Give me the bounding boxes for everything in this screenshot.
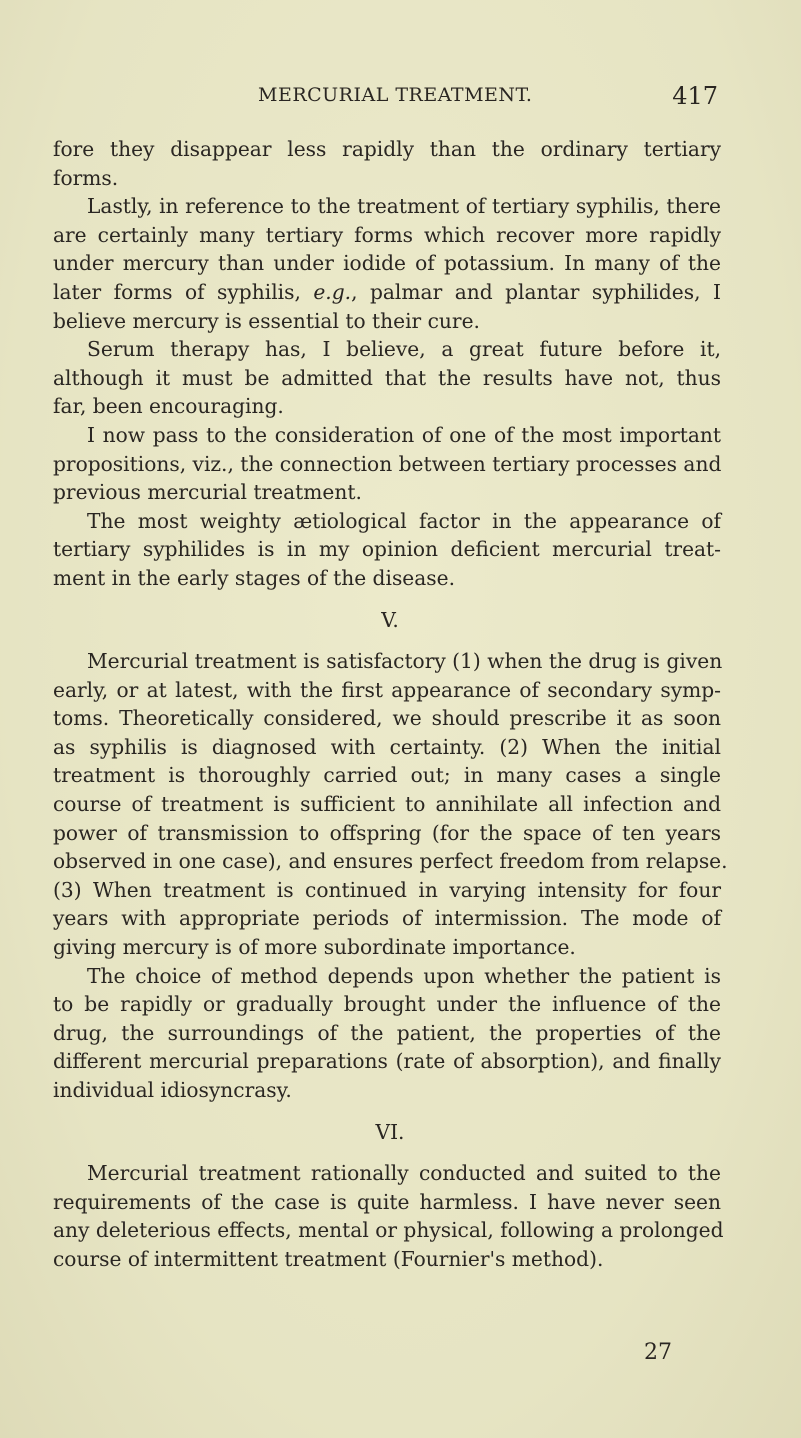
text-line: The choice of method depends upon whether the patient is xyxy=(87,963,721,988)
text-line: The most weighty ætiological factor in the appearance of xyxy=(87,508,721,533)
text-line: early, or at latest, with the first appearance of secondary symp- xyxy=(53,677,721,702)
text-line: any deleterious effects, mental or physical, following a prolonged xyxy=(53,1218,724,1243)
text-line: (3) When treatment is continued in varying intensity for four xyxy=(53,877,721,902)
text-line: requirements of the case is quite harmless. I have never seen xyxy=(53,1189,721,1214)
text-line: power of transmission to offspring (for the space of ten years xyxy=(53,820,721,845)
text-line: Lastly, in reference to the treatment of tertiary syphilis, there xyxy=(87,194,721,219)
text-line: Serum therapy has, I believe, a great future before it, xyxy=(87,337,721,362)
page-header xyxy=(258,82,718,116)
text-line: observed in one case), and ensures perfect freedom from relapse. xyxy=(53,849,728,874)
text-line: previous mercurial treatment. xyxy=(53,480,362,505)
text-line: are certainly many tertiary forms which recover more rapidly xyxy=(53,222,721,247)
text-line: course of treatment is sufficient to annihilate all infection and xyxy=(53,792,721,817)
text-line: course of intermittent treatment (Fournier's method). xyxy=(53,1246,604,1271)
text-line: drug, the surroundings of the patient, the properties of the xyxy=(53,1020,721,1045)
text-line: I now pass to the consideration of one of the most important xyxy=(87,422,721,447)
text-line: far, been encouraging. xyxy=(53,394,284,419)
text-line: although it must be admitted that the results have not, thus xyxy=(53,365,721,390)
text-line: toms. Theoretically considered, we should prescribe it as soon xyxy=(53,706,721,731)
text-line: ment in the early stages of the disease. xyxy=(53,565,456,590)
text-line: years with appropriate periods of intermission. The mode of xyxy=(53,906,721,931)
text-line: fore they disappear less rapidly than the ordinary tertiary xyxy=(53,137,721,161)
text-line: believe mercury is essential to their cure. xyxy=(53,308,480,333)
text-line: to be rapidly or gradually brought under the influence of the xyxy=(53,992,721,1017)
text-line: treatment is thoroughly carried out; in many cases a single xyxy=(53,763,721,788)
text-line: later forms of syphilis, e.g., palmar and plantar syphilides, I xyxy=(53,279,721,304)
text-line: forms. xyxy=(53,165,119,190)
body-text xyxy=(53,135,728,1274)
text-line: individual idiosyncrasy. xyxy=(53,1078,292,1102)
section-heading: VI. xyxy=(375,1119,405,1144)
text-line: giving mercury is of more subordinate importance. xyxy=(53,935,576,960)
text-line: tertiary syphilides is in my opinion deficient mercurial treat- xyxy=(53,537,721,562)
text-line: Mercurial treatment rationally conducted and suited to the xyxy=(87,1161,721,1186)
text-line: different mercurial preparations (rate of absorption), and finally xyxy=(53,1049,721,1074)
text-line: under mercury than under iodide of potassium. In many of the xyxy=(53,251,721,276)
section-heading: V. xyxy=(381,607,399,632)
page-number: 417 xyxy=(672,82,718,110)
running-title: MERCURIAL TREATMENT. xyxy=(258,84,533,106)
text-line: propositions, viz., the connection between tertiary processes and xyxy=(53,451,722,476)
text-line: as syphilis is diagnosed with certainty. (2) When the initial xyxy=(53,734,721,759)
text-line: Mercurial treatment is satisfactory (1) when the drug is given xyxy=(87,649,723,674)
signature-mark: 27 xyxy=(644,1340,672,1365)
